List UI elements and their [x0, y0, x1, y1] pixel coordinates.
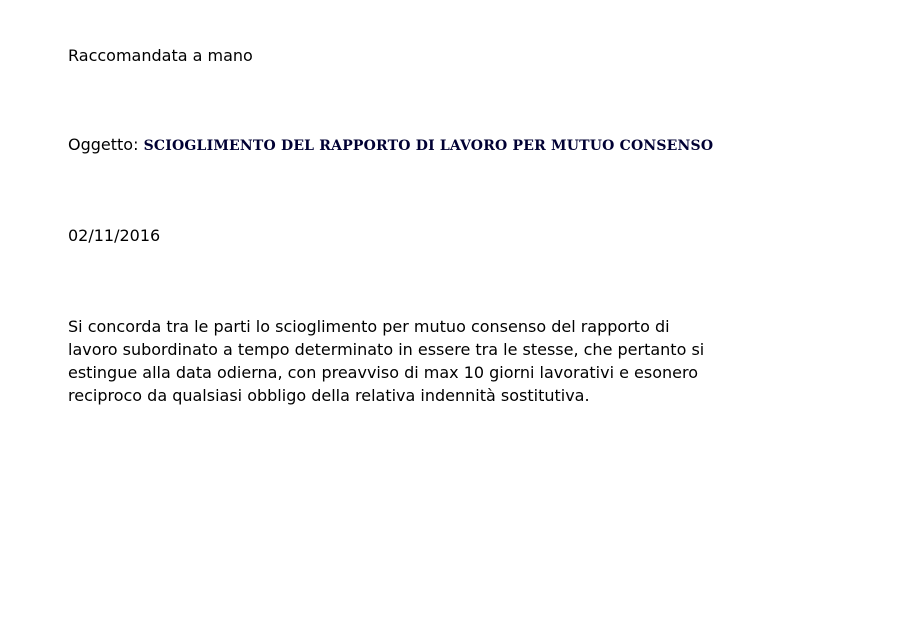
body-line: Si concorda tra le parti lo scioglimento per mutuo consenso del rapporto di: [68, 317, 670, 336]
subject-text: SCIOGLIMENTO DEL RAPPORTO DI LAVORO PER MUTUO CONSENSO: [143, 138, 714, 154]
body-line: reciproco da qualsiasi obbligo della relativa indennità sostitutiva.: [68, 386, 590, 405]
delivery-note: Raccomandata a mano: [68, 46, 253, 65]
body-line: lavoro subordinato a tempo determinato in essere tra le stesse, che pertanto si: [68, 340, 705, 359]
body-paragraph: [68, 315, 828, 407]
subject-line: [68, 135, 713, 156]
letter-date: 02/11/2016: [68, 226, 161, 245]
subject-label: Oggetto:: [68, 135, 139, 154]
body-line: estingue alla data odierna, con preavviso di max 10 giorni lavorativi e esonero: [68, 363, 699, 382]
